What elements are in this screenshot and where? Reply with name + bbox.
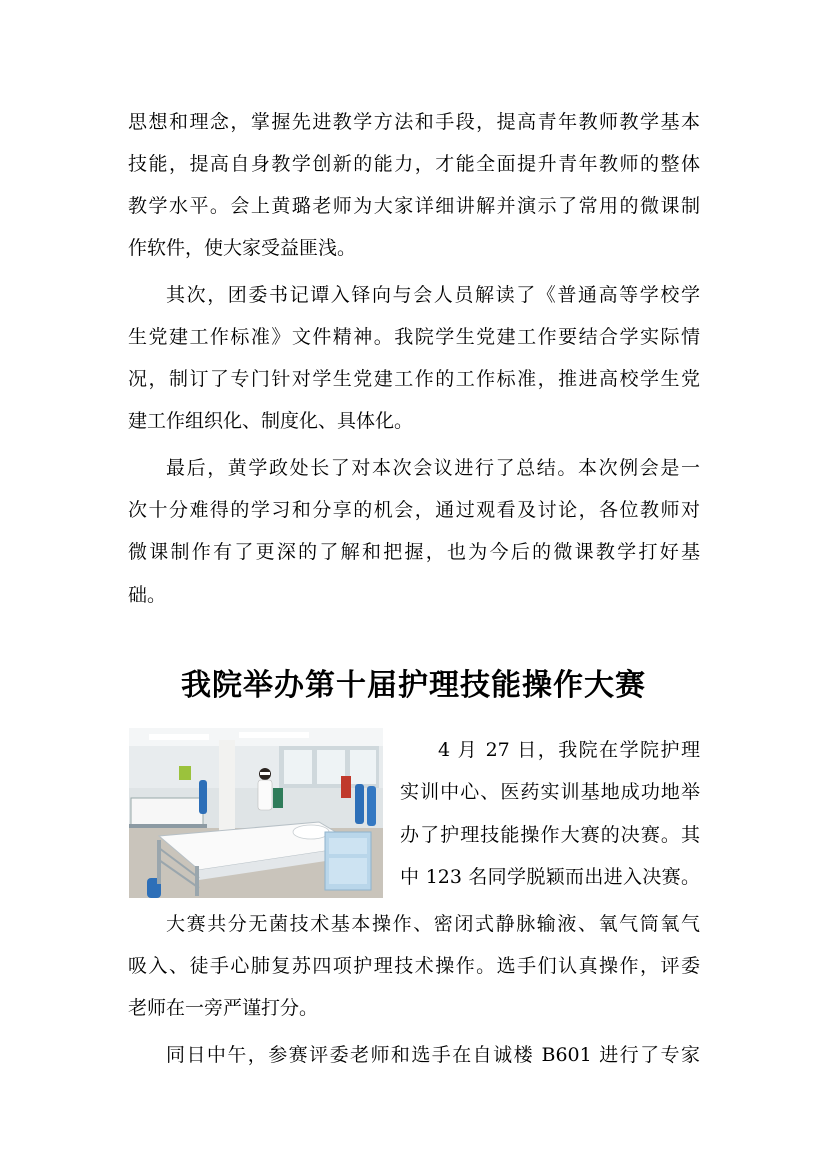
article-wrap-line-4: 中 123 名同学脱颖而出进入决赛。 <box>400 866 700 888</box>
article-wrap-line-1: 4 月 27 日，我院在学院护理 <box>438 739 700 761</box>
article-wrap-line-3: 办了护理技能操作大赛的决赛。其 <box>400 824 700 846</box>
article-para2-line-3: 老师在一旁严谨打分。 <box>128 997 319 1019</box>
nursing-training-room-photo <box>129 728 383 898</box>
article-para3-line-1: 同日中午，参赛评委老师和选手在自诚楼 B601 进行了专家 <box>166 1044 700 1066</box>
intro-line-4: 作软件，使大家受益匪浅。 <box>128 237 357 259</box>
article-para2-line-1: 大赛共分无菌技术基本操作、密闭式静脉输液、氧气筒氧气 <box>166 913 700 935</box>
third-para-line-2: 次十分难得的学习和分享的机会，通过观看及讨论，各位教师对 <box>128 499 700 521</box>
third-para-line-3: 微课制作有了更深的了解和把握，也为今后的微课教学打好基 <box>128 541 700 563</box>
third-para-line-1: 最后，黄学政处长了对本次会议进行了总结。本次例会是一 <box>166 457 700 479</box>
article-para2-line-2: 吸入、徒手心肺复苏四项护理技术操作。选手们认真操作，评委 <box>128 955 700 977</box>
second-para-line-2: 生党建工作标准》文件精神。我院学生党建工作要结合学实际情 <box>128 326 700 348</box>
intro-line-2: 技能，提高自身教学创新的能力，才能全面提升青年教师的整体 <box>128 153 700 175</box>
intro-line-3: 教学水平。会上黄璐老师为大家详细讲解并演示了常用的微课制 <box>128 195 700 217</box>
second-para-line-4: 建工作组织化、制度化、具体化。 <box>128 410 414 432</box>
third-para-line-4: 础。 <box>128 584 167 606</box>
second-para-line-3: 况，制订了专门针对学生党建工作的工作标准，推进高校学生党 <box>128 368 700 390</box>
article-title: 我院举办第十届护理技能操作大赛 <box>181 668 646 703</box>
intro-line-1: 思想和理念，掌握先进教学方法和手段，提高青年教师教学基本 <box>128 111 700 133</box>
article-wrap-line-2: 实训中心、医药实训基地成功地举 <box>400 781 700 803</box>
second-para-line-1: 其次，团委书记谭入铎向与会人员解读了《普通高等学校学 <box>166 284 700 306</box>
